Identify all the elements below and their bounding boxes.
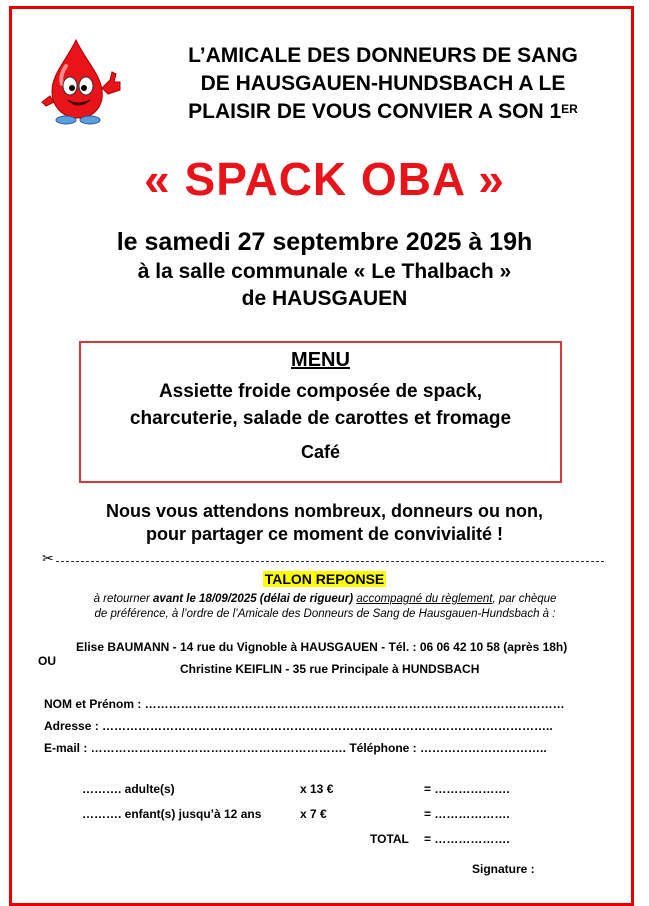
instructions-line: de préférence, à l’ordre de l’Amicale des Donneurs de Sang de Hausgauen-Hundsbach à : [94,608,556,620]
invitation-message [0,500,649,546]
blood-drop-mascot-icon [36,36,126,126]
header-line [138,98,628,126]
reply-slip-title-text: TALON REPONSE [264,571,385,587]
invite-line: Nous vous attendons nombreux, donneurs ou non, [105,501,543,521]
invite-line: pour partager ce moment de convivialité ! [145,524,504,544]
event-title: « SPACK OBA » [144,153,505,205]
payment-note: accompagné du règlement [356,593,493,605]
children-quantity-field[interactable]: ………. enfant(s) jusqu’à 12 ans [82,807,262,821]
adults-price: x 13 € [300,782,334,796]
adults-quantity-field[interactable]: ………. adulte(s) [82,782,175,796]
address-field[interactable]: Adresse : ………………………………………………………………………………………………….. [44,719,553,733]
contact-2: Christine KEIFLIN - 35 rue Principale à HUNDSBACH [180,662,480,676]
deadline-text: avant le 18/09/2025 (délai de rigueur) [153,593,354,605]
event-place: à la salle communale « Le Thalbach » [137,260,512,283]
header-line-text: PLAISIR DE VOUS CONVIER A SON 1 [188,100,562,123]
total-field[interactable]: = ………………. [424,832,510,846]
menu-line: Assiette froide composée de spack, [158,381,483,402]
contact-1: Elise BAUMANN - 14 rue du Vignoble à HAUSGAUEN - Tél. : 06 06 42 10 58 (après 18h) [76,640,568,654]
cut-line [42,550,604,568]
email-phone-field[interactable]: E-mail : ………………………………………………………. Téléphone : ………………………….. [44,741,547,755]
or-label: OU [38,654,56,668]
menu-cafe: Café [300,442,340,462]
name-field[interactable]: NOM et Prénom : …………………………………………………………………………………………… [44,697,565,711]
event-date: le samedi 27 septembre 2025 à 19h [116,228,533,256]
children-price: x 7 € [300,807,327,821]
instructions-text: à retourner [93,593,154,605]
invitation-header [138,42,628,126]
header-line: L’AMICALE DES DONNEURS DE SANG [188,44,578,67]
signature-label: Signature : [472,862,535,876]
dashed-divider [56,561,604,562]
instructions-text: , par chèque [492,593,557,605]
total-label: TOTAL [370,832,409,846]
instructions-line [40,592,610,607]
event-town: de HAUSGAUEN [241,287,408,310]
header-line: DE HAUSGAUEN-HUNDSBACH A LE [200,72,566,95]
menu-line: charcuterie, salade de carottes et fromage [129,408,512,429]
reply-slip-instructions [40,592,610,622]
reply-slip-title [0,571,649,589]
menu-title: MENU [291,349,350,371]
scissors-icon: ✂ [42,550,54,566]
event-location [0,258,649,312]
menu-box [79,341,562,483]
children-total-field[interactable]: = ………………. [424,807,510,821]
header-superscript: ER [561,102,578,116]
adults-total-field[interactable]: = ………………. [424,782,510,796]
menu-description [81,378,560,432]
